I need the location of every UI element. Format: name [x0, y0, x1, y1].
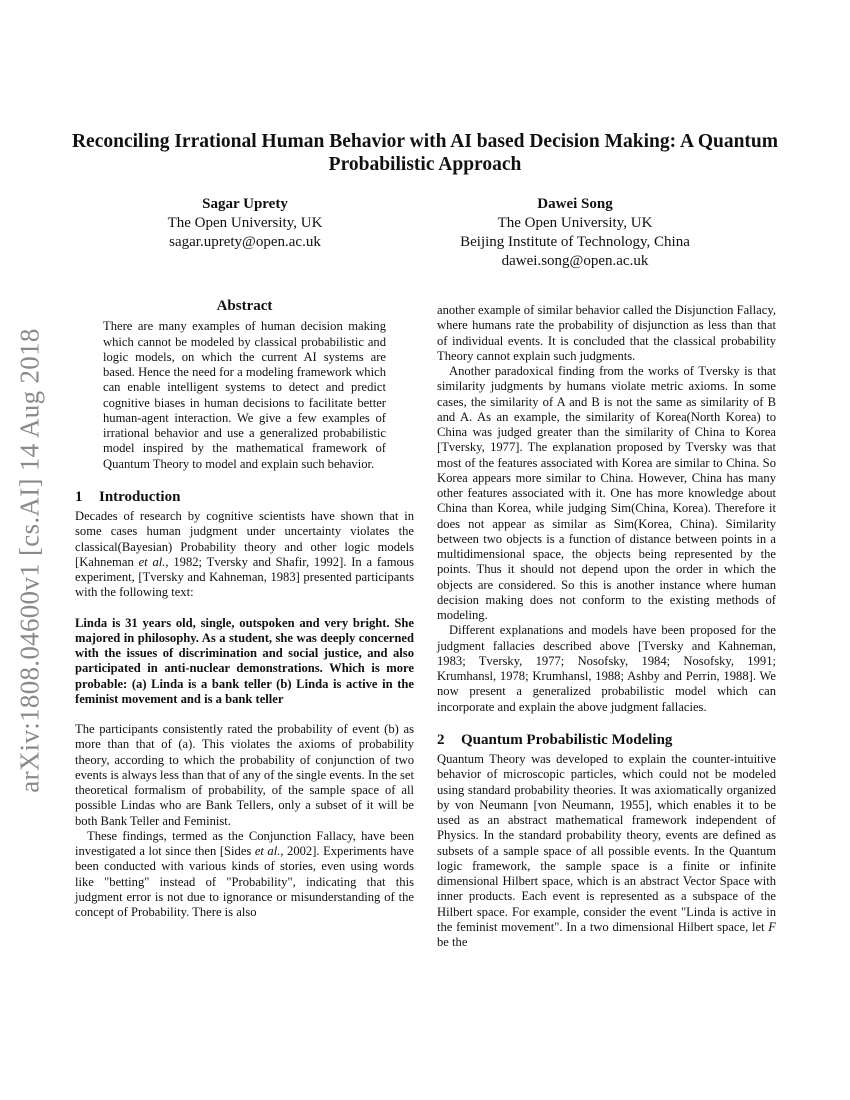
text: Decades of research by cognitive scientists have shown that in some cases human judgment under uncertainty violates the classical(Bayesian) Probability theory and other logic models [Kahneman — [75, 509, 414, 569]
section-number: 1 — [75, 488, 83, 505]
author-affiliation: Beijing Institute of Technology, China — [460, 234, 690, 250]
right-column — [437, 303, 776, 950]
author-email: sagar.uprety@open.ac.uk — [169, 234, 321, 250]
author-name: Sagar Uprety — [202, 196, 288, 212]
text: , 1982; Tversky and Shafir, 1992]. In a famous experiment, [Tversky and Kahneman, 1983] presented participants with the following text: — [75, 554, 414, 600]
section-heading-introduction — [75, 490, 414, 505]
section-number: 2 — [437, 731, 445, 748]
paragraph — [75, 829, 414, 921]
arxiv-stamp: arXiv:1808.04600v1 [cs.AI] 14 Aug 2018 — [14, 328, 45, 793]
left-column — [75, 299, 414, 920]
text-italic: et al. — [254, 844, 281, 858]
paper-title: Reconciling Irrational Human Behavior with AI based Decision Making: A Quantum Probabilistic Approach — [71, 131, 779, 175]
text: , 2002]. Experiments have been conducted with various kinds of stories, even using words like "betting" instead of "Probability", indicating that this judgment error is not due to ignorance or misunderstanding of the concept of Probability. There is also — [75, 844, 414, 919]
abstract-heading: Abstract — [216, 298, 273, 314]
paragraph: Another paradoxical finding from the works of Tversky is that similarity judgments by humans violate metric axioms. In some cases, the similarity of A and B is not the same as similarity of B and A. As an example, the similarity of Korea(North Korea) to China was judged greater than the similarity of China to Korea [Tversky, 1977]. The explanation proposed by Tversky was that most of the features associated with Korea are similar to China. So Korea appears more similar to China. However, China has many other features associated with it. One has more knowledge about China than Korea, while judging Sim(China, Korea). Therefore it does not appear as similar as Sim(Korea, China). Similarity between two objects is a function of distance between points in a multidimensional space, the objects being represented by the points. Thus it should not depend upon the order in which the objects are considered. So this is another instance where human decision making does not conform to the existing methods of modeling. — [437, 364, 776, 622]
linda-quote: Linda is 31 years old, single, outspoken and very bright. She majored in philosophy. As a student, she was deeply concerned with the issues of discrimination and social justice, and also participated in anti-nuclear demonstrations. Which is more probable: (a) Linda is a bank teller (b) Linda is active in the feminist movement and is a bank teller — [75, 615, 414, 706]
paragraph: The participants consistently rated the probability of event (b) as more than that of (a). This violates the axioms of probability theory, according to which the probability of conjunction of two events is always less than that of any of the single events. In the set theoretical formalism of probability, of the sample space of all possible Lindas who are Bank Tellers, only a subset of it will be both Bank Teller and Feminist. — [75, 722, 414, 828]
author-affiliation: The Open University, UK — [167, 215, 323, 231]
abstract-text: There are many examples of human decision making which cannot be modeled by classical probabilistic and logic models, on which the current AI systems are based. Hence the need for a modeling framework which can enable intelligent systems to detect and predict cognitive biases in human decisions to facilitate better human-agent interaction. We give a few examples of irrational behavior and use a generalized probabilistic model inspired by the mathematical framework of Quantum Theory to model and explain such behavior. — [103, 319, 386, 471]
author-name: Dawei Song — [537, 196, 613, 212]
paragraph — [437, 752, 776, 950]
text-italic: et al. — [138, 554, 166, 569]
section-title: Quantum Probabilistic Modeling — [461, 731, 673, 748]
text-italic: F — [768, 919, 776, 934]
author-1 — [150, 195, 340, 252]
author-affiliation: The Open University, UK — [497, 215, 653, 231]
section-title: Introduction — [99, 488, 181, 505]
text: Quantum Theory was developed to explain the counter-intuitive behavior of microscopic particles, which could not be modeled using standard probability theories. It was axiomatically organized by von Neumann [von Neumann, 1955], which enables it to be used as an abstract mathematical framework independent of Physics. In the standard probability theory, events are defined as subsets of a sample space of all possible events. In the Quantum logic framework, the sample space is a finite or infinite dimensional Hilbert space, which is an abstract Vector Space with inner products. Each event is represented as a subspace of the Hilbert space. For example, consider the event "Linda is active in the feminist movement". In a two dimensional Hilbert space, let — [437, 752, 776, 934]
text: These findings, termed as the Conjunction Fallacy, have been investigated a lot since then [Sides — [75, 828, 414, 858]
author-2 — [430, 195, 720, 271]
paragraph: another example of similar behavior called the Disjunction Fallacy, where humans rate the probability of disjunction as less than that of individual events. It is concluded that the classical probability Theory cannot explain such judgments. — [437, 303, 776, 363]
paragraph — [75, 509, 414, 601]
author-email: dawei.song@open.ac.uk — [501, 253, 649, 269]
paragraph: Different explanations and models have been proposed for the judgment fallacies described above [Tversky and Kahneman, 1983; Tversky, 1977; Nosofsky, 1984; Nosofsky, 1991; Krumhansl, 1978; Krumhansl, 1988; Ashby and Perrin, 1988]. We now present a generalized probabilistic model which can incorporate and explain the above judgment fallacies. — [437, 623, 776, 714]
section-heading-quantum-probabilistic-modeling — [437, 733, 776, 748]
text: be the — [437, 935, 468, 949]
